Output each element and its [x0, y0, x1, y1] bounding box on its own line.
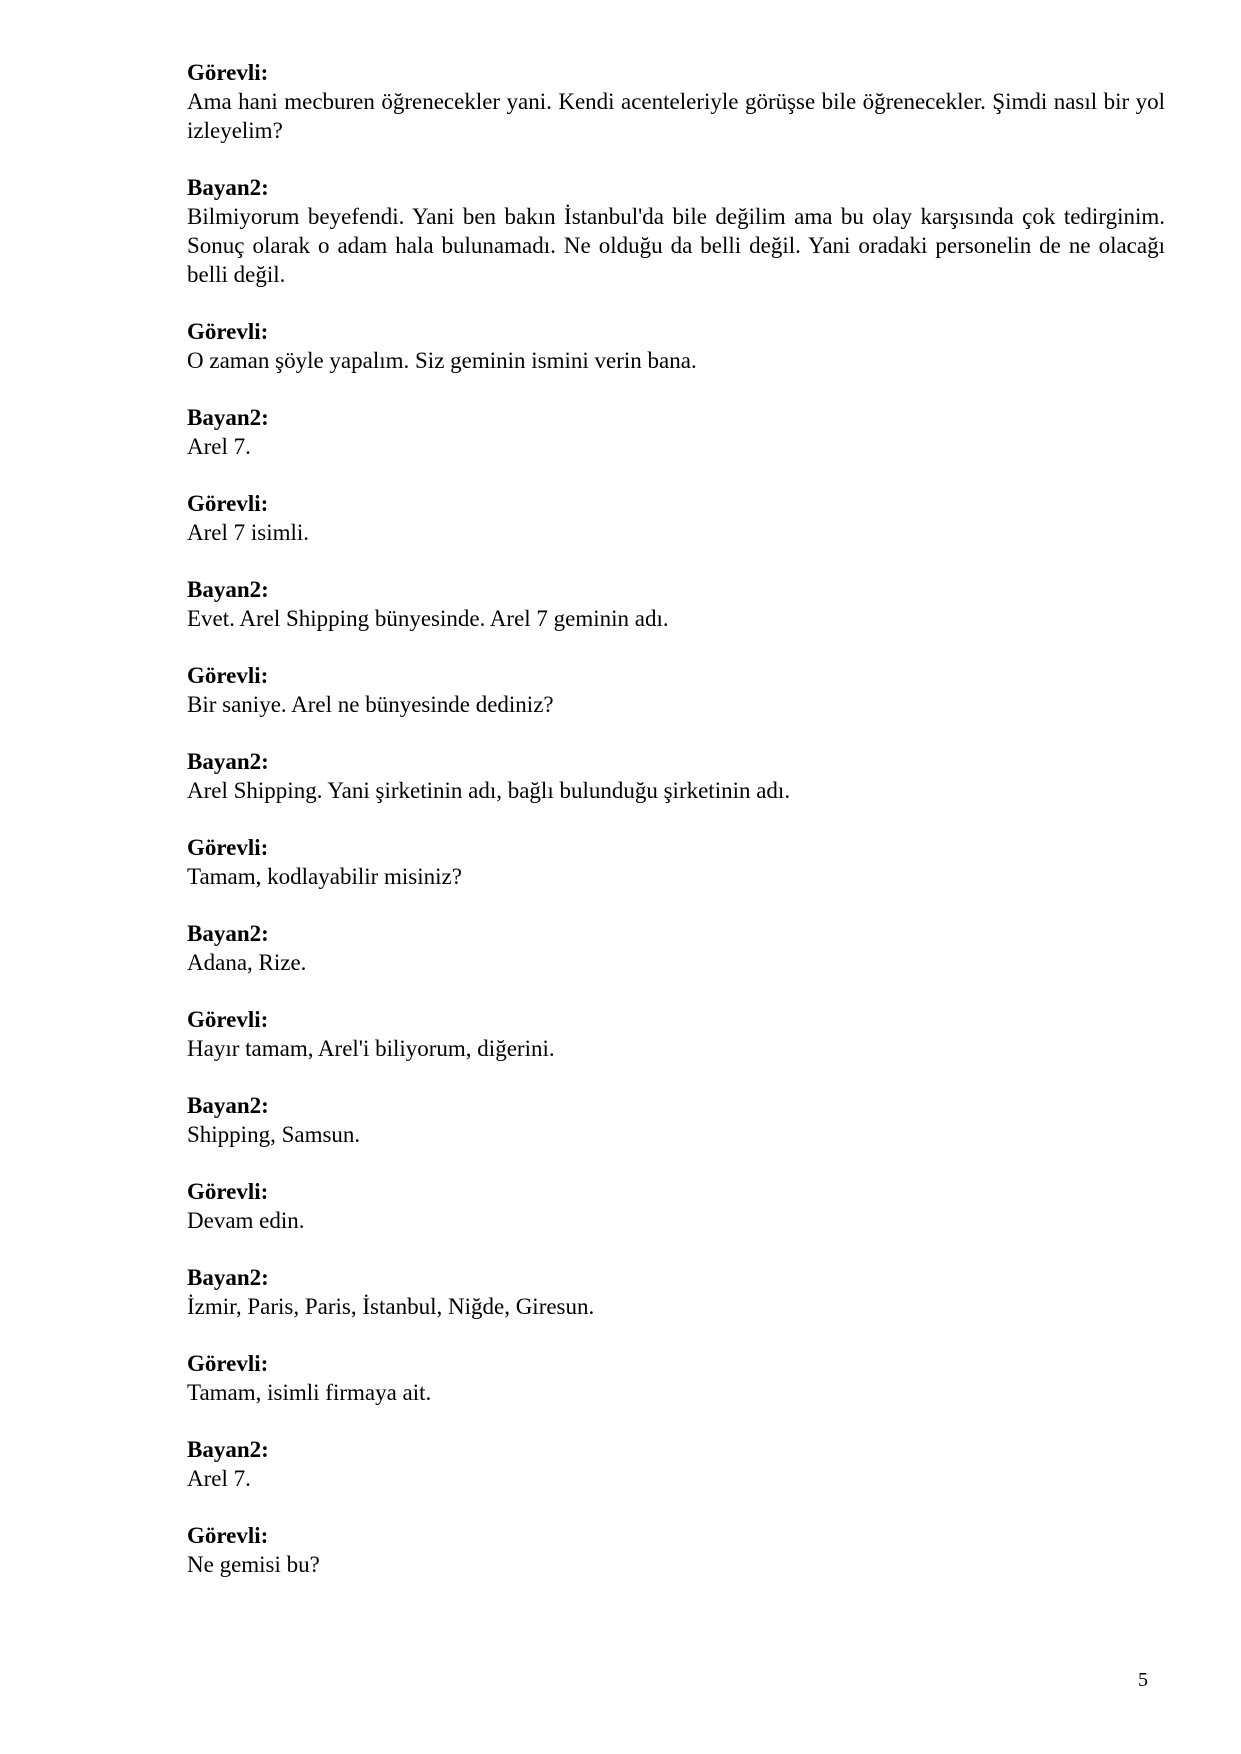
dialogue-turn: [187, 661, 1165, 719]
speaker-label: Bayan2:: [187, 749, 269, 774]
utterance-text: Hayır tamam, Arel'i biliyorum, diğerini.: [187, 1036, 555, 1061]
dialogue-turn: [187, 575, 1165, 633]
dialogue-turn: [187, 747, 1165, 805]
dialogue-turn: [187, 489, 1165, 547]
utterance-text: Ne gemisi bu?: [187, 1552, 320, 1577]
utterance-text: Ama hani mecburen öğrenecekler yani. Kendi acenteleriyle görüşse bile öğrenecekler. Şimdi nasıl bir yol izleyelim?: [187, 89, 1165, 143]
dialogue-turn: [187, 173, 1165, 289]
utterance-text: O zaman şöyle yapalım. Siz geminin ismini verin bana.: [187, 348, 697, 373]
dialogue-turn: [187, 1521, 1165, 1579]
utterance-text: Evet. Arel Shipping bünyesinde. Arel 7 geminin adı.: [187, 606, 669, 631]
speaker-label: Görevli:: [187, 1179, 269, 1204]
utterance-text: Tamam, isimli firmaya ait.: [187, 1380, 432, 1405]
utterance-text: Arel 7.: [187, 434, 251, 459]
speaker-label: Bayan2:: [187, 921, 269, 946]
speaker-label: Bayan2:: [187, 1093, 269, 1118]
utterance-text: Shipping, Samsun.: [187, 1122, 361, 1147]
speaker-label: Bayan2:: [187, 175, 269, 200]
speaker-label: Görevli:: [187, 835, 269, 860]
speaker-label: Görevli:: [187, 1007, 269, 1032]
speaker-label: Görevli:: [187, 663, 269, 688]
dialogue-turn: [187, 833, 1165, 891]
utterance-text: Tamam, kodlayabilir misiniz?: [187, 864, 462, 889]
dialogue-turn: [187, 1177, 1165, 1235]
speaker-label: Bayan2:: [187, 1437, 269, 1462]
dialogue-turn: [187, 403, 1165, 461]
speaker-label: Görevli:: [187, 60, 269, 85]
dialogue-turn: [187, 58, 1165, 145]
transcript-body: [187, 58, 1165, 1607]
utterance-text: Arel 7 isimli.: [187, 520, 310, 545]
utterance-text: Bilmiyorum beyefendi. Yani ben bakın İstanbul'da bile değilim ama bu olay karşısında çok tedirginim. Sonuç olarak o adam hala bulunamadı. Ne olduğu da belli değil. Yani oradaki personelin de ne olacağı belli değil.: [187, 204, 1165, 287]
speaker-label: Bayan2:: [187, 1265, 269, 1290]
dialogue-turn: [187, 1263, 1165, 1321]
utterance-text: İzmir, Paris, Paris, İstanbul, Niğde, Giresun.: [187, 1294, 595, 1319]
dialogue-turn: [187, 1091, 1165, 1149]
utterance-text: Adana, Rize.: [187, 950, 307, 975]
speaker-label: Görevli:: [187, 1351, 269, 1376]
dialogue-turn: [187, 317, 1165, 375]
dialogue-turn: [187, 919, 1165, 977]
utterance-text: Bir saniye. Arel ne bünyesinde dediniz?: [187, 692, 554, 717]
utterance-text: Devam edin.: [187, 1208, 305, 1233]
utterance-text: Arel 7.: [187, 1466, 251, 1491]
speaker-label: Görevli:: [187, 491, 269, 516]
dialogue-turn: [187, 1349, 1165, 1407]
dialogue-turn: [187, 1005, 1165, 1063]
speaker-label: Görevli:: [187, 319, 269, 344]
speaker-label: Bayan2:: [187, 577, 269, 602]
speaker-label: Bayan2:: [187, 405, 269, 430]
dialogue-turn: [187, 1435, 1165, 1493]
speaker-label: Görevli:: [187, 1523, 269, 1548]
page-number: 5: [1138, 1669, 1148, 1691]
utterance-text: Arel Shipping. Yani şirketinin adı, bağlı bulunduğu şirketinin adı.: [187, 778, 791, 803]
